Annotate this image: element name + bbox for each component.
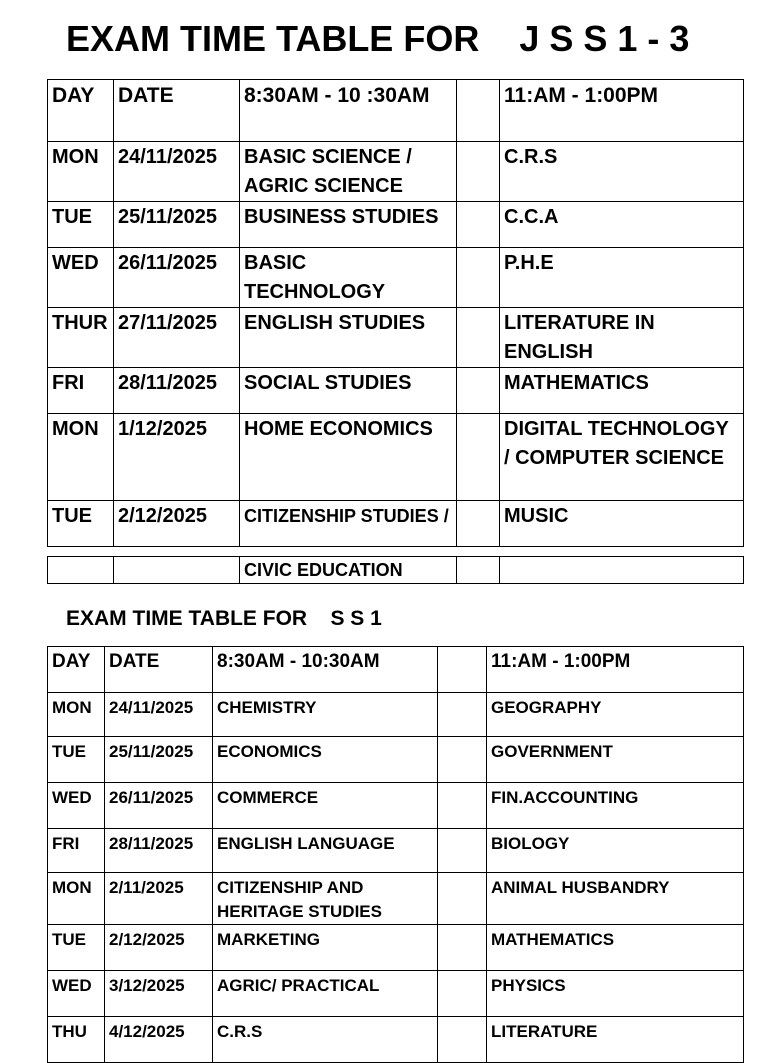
jss-timetable-continuation <box>47 556 744 584</box>
table-row <box>48 414 744 501</box>
spacer-cell <box>457 80 500 142</box>
spacer-cell <box>457 501 500 547</box>
spacer-cell <box>438 693 487 737</box>
row-day: MON <box>48 142 114 202</box>
row-subject-late-morning: PHYSICS <box>487 971 744 1017</box>
spacer-cell <box>438 873 487 925</box>
row-date: 27/11/2025 <box>114 308 240 368</box>
spacer-cell <box>457 368 500 414</box>
row-day: FRI <box>48 829 105 873</box>
row-subject-morning: C.R.S <box>213 1017 438 1063</box>
row-date: 24/11/2025 <box>105 693 213 737</box>
row-subject-late-morning: MATHEMATICS <box>500 368 744 414</box>
spacer-cell <box>457 557 500 584</box>
row-date: 25/11/2025 <box>105 737 213 783</box>
row-subject-morning: AGRIC/ PRACTICAL <box>213 971 438 1017</box>
header-slot-morning: 8:30AM - 10 :30AM <box>240 80 457 142</box>
row-subject-late-morning: ANIMAL HUSBANDRY <box>487 873 744 925</box>
row-date: 25/11/2025 <box>114 202 240 248</box>
row-subject-morning: BASIC TECHNOLOGY <box>240 248 457 308</box>
row-subject-late-morning: GOVERNMENT <box>487 737 744 783</box>
spacer-cell <box>457 142 500 202</box>
row-date: 28/11/2025 <box>105 829 213 873</box>
table-row <box>48 142 744 202</box>
row-subject-morning: CIVIC EDUCATION <box>240 557 457 584</box>
spacer-cell <box>457 308 500 368</box>
row-date: 2/12/2025 <box>105 925 213 971</box>
spacer-cell <box>457 414 500 501</box>
spacer-cell <box>438 829 487 873</box>
spacer-cell <box>457 202 500 248</box>
row-subject-morning: CITIZENSHIP AND HERITAGE STUDIES <box>213 873 438 925</box>
spacer-cell <box>438 1017 487 1063</box>
row-day: MON <box>48 693 105 737</box>
row-subject-morning: BASIC SCIENCE / AGRIC SCIENCE <box>240 142 457 202</box>
row-subject-late-morning: BIOLOGY <box>487 829 744 873</box>
table-header-row <box>48 80 744 142</box>
row-subject-morning: ECONOMICS <box>213 737 438 783</box>
table-row <box>48 737 744 783</box>
spacer-cell <box>438 925 487 971</box>
row-date: 4/12/2025 <box>105 1017 213 1063</box>
row-day: WED <box>48 248 114 308</box>
table-row <box>48 971 744 1017</box>
row-day: FRI <box>48 368 114 414</box>
row-subject-late-morning: LITERATURE <box>487 1017 744 1063</box>
row-day: MON <box>48 873 105 925</box>
row-subject-late-morning: C.R.S <box>500 142 744 202</box>
table-header-row <box>48 647 744 693</box>
ss1-timetable <box>47 646 744 1063</box>
row-subject-morning: CITIZENSHIP STUDIES / <box>240 501 457 547</box>
row-date: 2/11/2025 <box>105 873 213 925</box>
row-date: 1/12/2025 <box>114 414 240 501</box>
header-day: DAY <box>48 80 114 142</box>
spacer-cell <box>438 783 487 829</box>
header-slot-morning: 8:30AM - 10:30AM <box>213 647 438 693</box>
table-row <box>48 308 744 368</box>
header-date: DATE <box>114 80 240 142</box>
row-day: TUE <box>48 925 105 971</box>
row-subject-morning: HOME ECONOMICS <box>240 414 457 501</box>
row-subject-late-morning: P.H.E <box>500 248 744 308</box>
table-row <box>48 557 744 584</box>
jss-timetable-title: EXAM TIME TABLE FOR J S S 1 - 3 <box>66 18 690 59</box>
row-subject-late-morning: C.C.A <box>500 202 744 248</box>
spacer-cell <box>457 248 500 308</box>
row-subject-late-morning: DIGITAL TECHNOLOGY / COMPUTER SCIENCE <box>500 414 744 501</box>
row-day: WED <box>48 783 105 829</box>
row-subject-morning: ENGLISH STUDIES <box>240 308 457 368</box>
table-row <box>48 783 744 829</box>
row-day: TUE <box>48 737 105 783</box>
table-row <box>48 1017 744 1063</box>
row-date: 26/11/2025 <box>114 248 240 308</box>
header-day: DAY <box>48 647 105 693</box>
row-subject-late-morning: FIN.ACCOUNTING <box>487 783 744 829</box>
row-subject-morning: MARKETING <box>213 925 438 971</box>
row-day: TUE <box>48 501 114 547</box>
row-subject-late-morning: GEOGRAPHY <box>487 693 744 737</box>
table-row <box>48 873 744 925</box>
table-row <box>48 248 744 308</box>
table-row <box>48 368 744 414</box>
spacer-cell <box>438 971 487 1017</box>
table-row <box>48 501 744 547</box>
row-subject-late-morning: MATHEMATICS <box>487 925 744 971</box>
row-day <box>48 557 114 584</box>
row-subject-morning: ENGLISH LANGUAGE <box>213 829 438 873</box>
table-row <box>48 693 744 737</box>
header-slot-late-morning: 11:AM - 1:00PM <box>487 647 744 693</box>
row-date <box>114 557 240 584</box>
row-day: WED <box>48 971 105 1017</box>
row-date: 2/12/2025 <box>114 501 240 547</box>
row-subject-morning: SOCIAL STUDIES <box>240 368 457 414</box>
row-subject-morning: COMMERCE <box>213 783 438 829</box>
row-date: 28/11/2025 <box>114 368 240 414</box>
row-date: 26/11/2025 <box>105 783 213 829</box>
spacer-cell <box>438 737 487 783</box>
table-row <box>48 829 744 873</box>
table-row <box>48 202 744 248</box>
row-date: 24/11/2025 <box>114 142 240 202</box>
row-day: THU <box>48 1017 105 1063</box>
row-day: MON <box>48 414 114 501</box>
spacer-cell <box>438 647 487 693</box>
row-subject-late-morning <box>500 557 744 584</box>
row-subject-morning: CHEMISTRY <box>213 693 438 737</box>
row-subject-late-morning: LITERATURE IN ENGLISH <box>500 308 744 368</box>
header-slot-late-morning: 11:AM - 1:00PM <box>500 80 744 142</box>
row-day: THUR <box>48 308 114 368</box>
row-date: 3/12/2025 <box>105 971 213 1017</box>
row-subject-late-morning: MUSIC <box>500 501 744 547</box>
jss-timetable <box>47 79 744 547</box>
table-row <box>48 925 744 971</box>
header-date: DATE <box>105 647 213 693</box>
row-day: TUE <box>48 202 114 248</box>
ss1-timetable-title: EXAM TIME TABLE FOR S S 1 <box>66 607 382 630</box>
row-subject-morning: BUSINESS STUDIES <box>240 202 457 248</box>
